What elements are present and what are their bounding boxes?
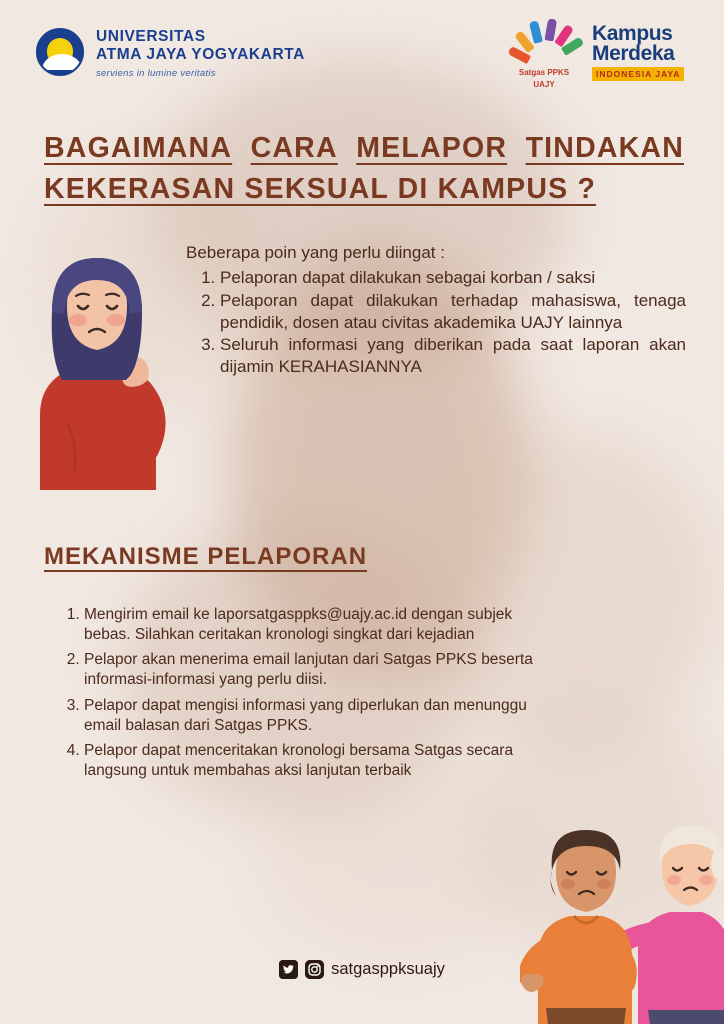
mechanism-section xyxy=(62,605,562,786)
satgas-caption-line2: UAJY xyxy=(533,79,555,89)
page-title-line1 xyxy=(44,128,684,169)
page-title-line2: KEKERASAN SEKSUAL DI KAMPUS ? xyxy=(44,173,597,206)
university-name-line1: UNIVERSITAS xyxy=(96,28,206,45)
mechanism-steps-list xyxy=(62,605,562,781)
university-crest-icon xyxy=(36,28,84,76)
intro-points-list xyxy=(186,267,686,378)
list-item: 3. Pelapor dapat mengisi informasi yang diperlukan dan menunggu email balasan dari Satgas PPKS. xyxy=(84,696,562,736)
list-item: 2. Pelapor akan menerima email lanjutan dari Satgas PPKS beserta informasi-informasi yang perlu diisi. xyxy=(84,650,562,690)
kampus-merdeka-line2: Merdeka xyxy=(592,41,675,65)
background-blob xyxy=(260,760,540,960)
poster-header xyxy=(0,0,724,110)
university-wordmark xyxy=(96,28,305,79)
illustration-two-people xyxy=(520,760,724,1024)
twitter-icon[interactable] xyxy=(279,960,298,979)
page-title xyxy=(44,128,684,211)
list-item: 2. Pelaporan dapat dilakukan terhadap mahasiswa, tenaga pendidik, dosen atau civitas akademika UAJY lainnya xyxy=(220,290,686,334)
social-footer xyxy=(0,960,724,979)
intro-section xyxy=(186,243,686,379)
title-word: BAGAIMANA xyxy=(44,132,233,164)
satgas-burst-icon xyxy=(505,22,583,66)
list-item: 4. Pelapor dapat menceritakan kronologi bersama Satgas secara langsung untuk membahas aksi lanjutan terbaik xyxy=(84,741,562,781)
university-name-line2: ATMA JAYA YOGYAKARTA xyxy=(96,45,305,63)
title-word: MELAPOR xyxy=(356,132,508,164)
kampus-merdeka-logo xyxy=(592,24,696,82)
social-handle: satgasppksuajy xyxy=(331,960,445,978)
list-item: 1. Pelaporan dapat dilakukan sebagai korban / saksi xyxy=(220,267,686,289)
list-item: 1. Mengirim email ke laporsatgasppks@uajy.ac.id dengan subjek bebas. Silahkan ceritakan kronologi singkat dari kejadian xyxy=(84,605,562,645)
instagram-icon[interactable] xyxy=(305,960,324,979)
satgas-ppks-logo xyxy=(505,22,583,89)
satgas-caption-line1: Satgas PPKS xyxy=(518,68,570,77)
list-item: 3. Seluruh informasi yang diberikan pada saat laporan akan dijamin KERAHASIANNYA xyxy=(220,334,686,378)
kampus-merdeka-line1: Kampus xyxy=(592,22,673,45)
university-logo xyxy=(36,28,305,79)
title-word: CARA xyxy=(250,132,338,164)
university-tagline: serviens in lumine veritatis xyxy=(96,67,216,79)
title-word: TINDAKAN xyxy=(525,132,684,164)
mechanism-heading: MEKANISME PELAPORAN xyxy=(44,543,368,570)
kampus-merdeka-bar: INDONESIA JAYA xyxy=(592,67,684,81)
intro-lead: Beberapa poin yang perlu diingat : xyxy=(186,243,445,262)
illustration-worried-woman xyxy=(22,240,172,490)
